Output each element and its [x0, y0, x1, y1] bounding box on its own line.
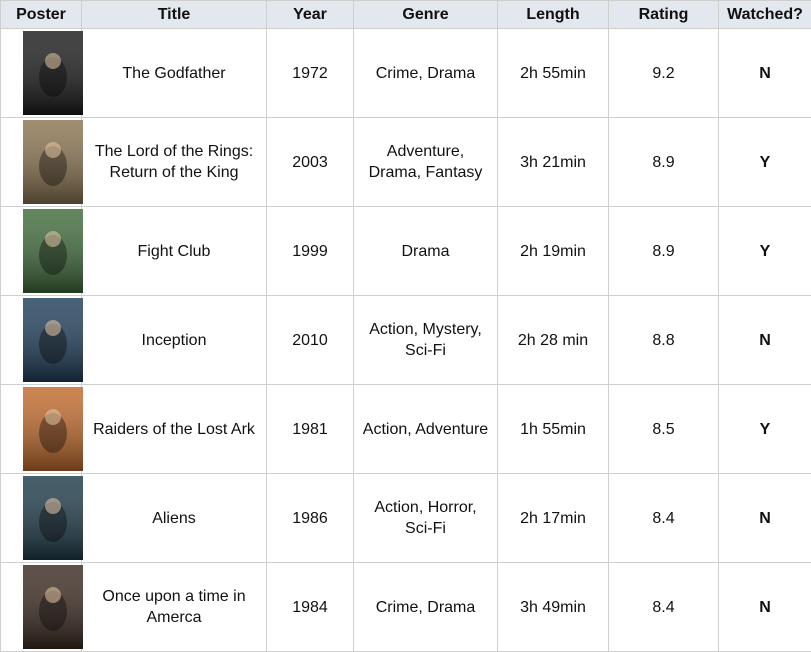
- genre-text: Crime, Drama: [370, 597, 482, 618]
- year-cell[interactable]: 1981: [267, 385, 354, 474]
- poster-cell[interactable]: [1, 385, 82, 474]
- fight-club-poster-icon: [23, 209, 83, 293]
- header-poster[interactable]: Poster: [1, 1, 82, 29]
- year-cell[interactable]: 1984: [267, 563, 354, 652]
- genre-cell[interactable]: [354, 385, 498, 474]
- table-row: [1, 385, 811, 474]
- table-row: [1, 296, 811, 385]
- rating-cell[interactable]: 9.2: [609, 29, 719, 118]
- title-cell[interactable]: [82, 118, 267, 207]
- length-cell[interactable]: 2h 28 min: [498, 296, 609, 385]
- poster-cell[interactable]: [1, 296, 82, 385]
- watched-cell[interactable]: Y: [719, 385, 811, 474]
- title-cell[interactable]: [82, 563, 267, 652]
- length-cell[interactable]: 2h 19min: [498, 207, 609, 296]
- title-cell[interactable]: [82, 474, 267, 563]
- length-cell[interactable]: 3h 21min: [498, 118, 609, 207]
- rating-cell[interactable]: 8.9: [609, 207, 719, 296]
- header-watched[interactable]: Watched?: [719, 1, 811, 29]
- year-cell[interactable]: 2010: [267, 296, 354, 385]
- title-cell[interactable]: [82, 385, 267, 474]
- aliens-poster-icon: [23, 476, 83, 560]
- title-text: The Godfather: [116, 63, 231, 84]
- raiders-poster-icon: [23, 387, 83, 471]
- once-upon-poster-icon: [23, 565, 83, 649]
- header-title[interactable]: Title: [82, 1, 267, 29]
- watched-cell[interactable]: N: [719, 563, 811, 652]
- genre-text: Crime, Drama: [370, 63, 482, 84]
- year-cell[interactable]: 2003: [267, 118, 354, 207]
- poster-cell[interactable]: [1, 474, 82, 563]
- poster-cell[interactable]: [1, 563, 82, 652]
- genre-cell[interactable]: [354, 563, 498, 652]
- table-row: [1, 207, 811, 296]
- poster-cell[interactable]: [1, 207, 82, 296]
- title-text: Inception: [136, 330, 213, 351]
- table-row: [1, 563, 811, 652]
- title-text: Aliens: [146, 508, 202, 529]
- header-row: [1, 1, 811, 29]
- watched-cell[interactable]: Y: [719, 118, 811, 207]
- watched-cell[interactable]: Y: [719, 207, 811, 296]
- title-cell[interactable]: [82, 207, 267, 296]
- genre-text: Action, Adventure: [357, 419, 494, 440]
- title-cell[interactable]: [82, 296, 267, 385]
- lotr-poster-icon: [23, 120, 83, 204]
- inception-poster-icon: [23, 298, 83, 382]
- genre-text: Drama: [395, 241, 455, 262]
- header-year[interactable]: Year: [267, 1, 354, 29]
- title-cell[interactable]: [82, 29, 267, 118]
- title-text: The Lord of the Rings: Return of the King: [82, 141, 266, 183]
- year-cell[interactable]: 1972: [267, 29, 354, 118]
- genre-text: Action, Horror, Sci-Fi: [354, 497, 497, 539]
- rating-cell[interactable]: 8.8: [609, 296, 719, 385]
- table-row: [1, 29, 811, 118]
- genre-cell[interactable]: [354, 474, 498, 563]
- genre-cell[interactable]: [354, 29, 498, 118]
- godfather-poster-icon: [23, 31, 83, 115]
- rating-cell[interactable]: 8.4: [609, 563, 719, 652]
- rating-cell[interactable]: 8.4: [609, 474, 719, 563]
- header-length[interactable]: Length: [498, 1, 609, 29]
- watched-cell[interactable]: N: [719, 29, 811, 118]
- watched-cell[interactable]: N: [719, 296, 811, 385]
- table-row: [1, 118, 811, 207]
- genre-text: Action, Mystery, Sci-Fi: [354, 319, 497, 361]
- year-cell[interactable]: 1986: [267, 474, 354, 563]
- rating-cell[interactable]: 8.5: [609, 385, 719, 474]
- poster-cell[interactable]: [1, 29, 82, 118]
- genre-text: Adventure, Drama, Fantasy: [354, 141, 497, 183]
- title-text: Raiders of the Lost Ark: [87, 419, 261, 440]
- title-text: Once upon a time in Amerca: [82, 586, 266, 628]
- genre-cell[interactable]: [354, 207, 498, 296]
- rating-cell[interactable]: 8.9: [609, 118, 719, 207]
- watched-cell[interactable]: N: [719, 474, 811, 563]
- length-cell[interactable]: 1h 55min: [498, 385, 609, 474]
- length-cell[interactable]: 2h 55min: [498, 29, 609, 118]
- genre-cell[interactable]: [354, 296, 498, 385]
- header-genre[interactable]: Genre: [354, 1, 498, 29]
- title-text: Fight Club: [132, 241, 217, 262]
- table-row: [1, 474, 811, 563]
- year-cell[interactable]: 1999: [267, 207, 354, 296]
- genre-cell[interactable]: [354, 118, 498, 207]
- length-cell[interactable]: 2h 17min: [498, 474, 609, 563]
- poster-cell[interactable]: [1, 118, 82, 207]
- length-cell[interactable]: 3h 49min: [498, 563, 609, 652]
- header-rating[interactable]: Rating: [609, 1, 719, 29]
